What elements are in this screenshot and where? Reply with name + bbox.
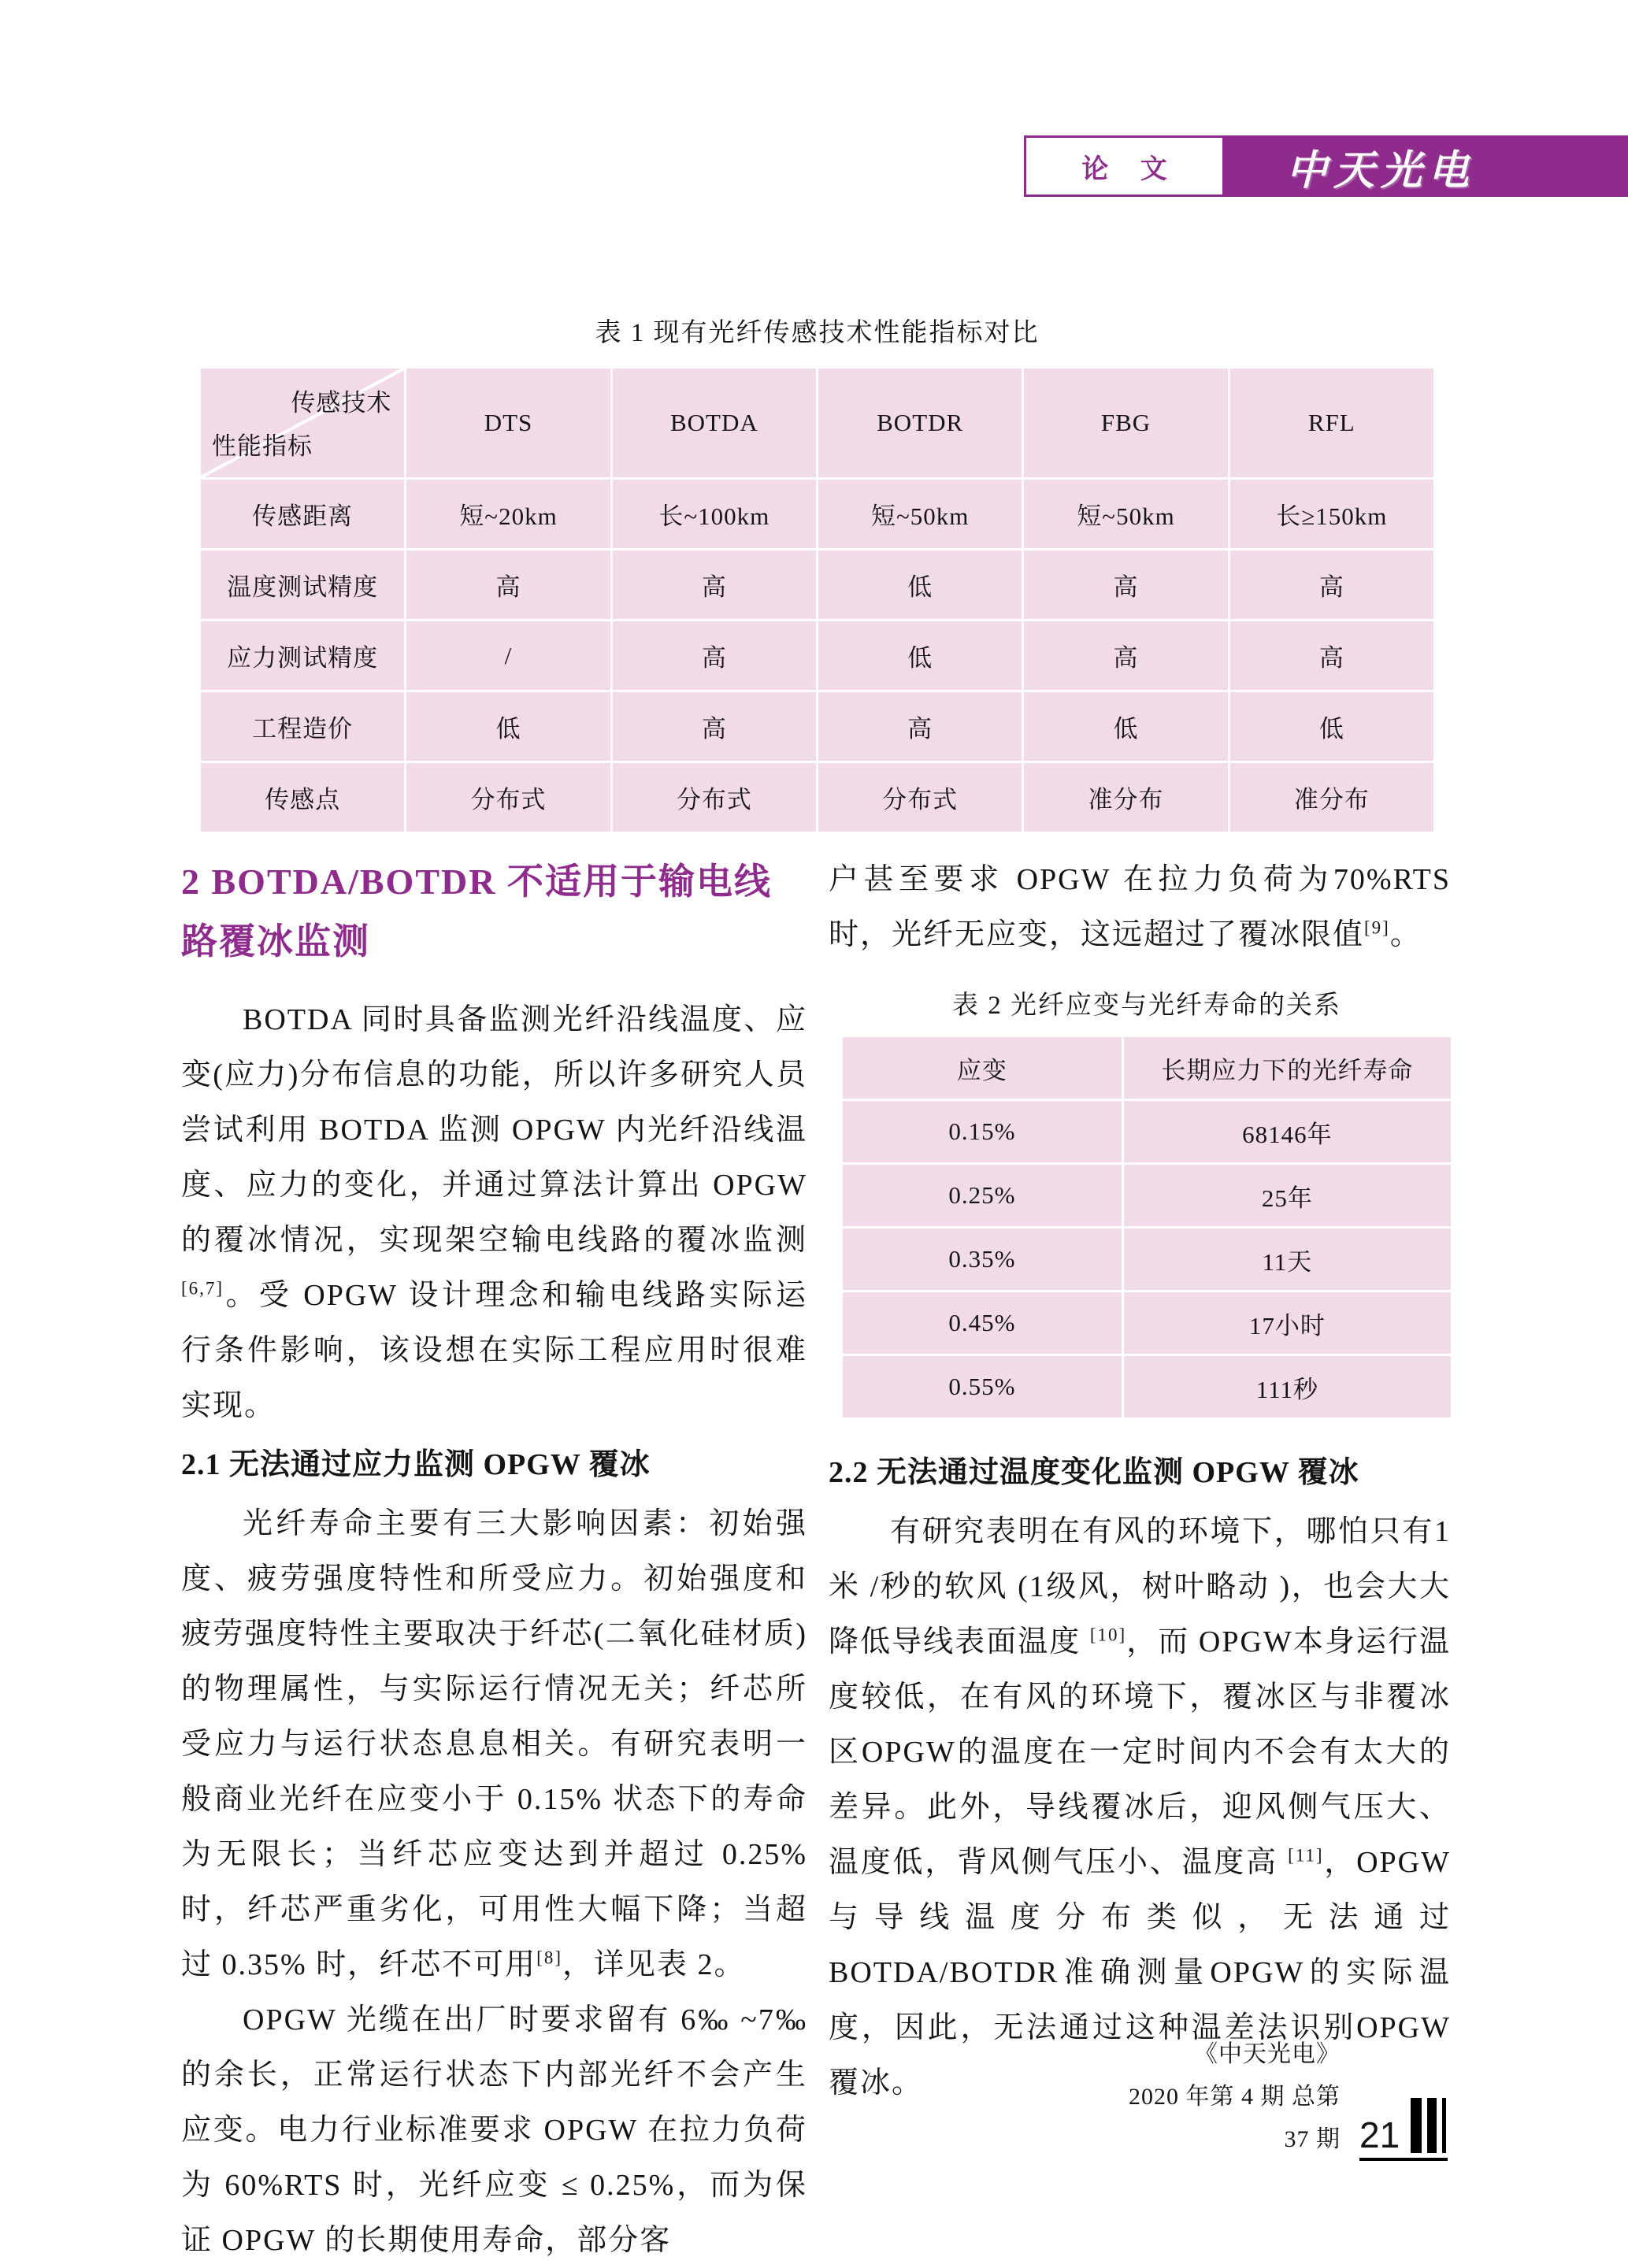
table2-col-header: 应变 — [843, 1037, 1122, 1099]
table1-cell: 低 — [406, 692, 610, 761]
footer-journal-info — [1103, 2033, 1341, 2161]
table1-cell: 高 — [406, 550, 610, 619]
table1-cell: 分布式 — [406, 763, 610, 832]
table1-row-label: 温度测试精度 — [201, 550, 404, 619]
table2-cell: 25年 — [1124, 1165, 1451, 1226]
paragraph: BOTDA 同时具备监测光纤沿线温度、应变(应力)分布信息的功能，所以许多研究人员尝试利用 BOTDA 监测 OPGW 内光纤沿线温度、应力的变化，并通过算法计算出 OPGW 的覆冰情况，实现架空输电线路的覆冰监测[6,7]。受 OPGW 设计理念和输电线路实际运行条件影响，该设想在实际工程应用时很难实现。 — [181, 1003, 807, 1422]
barcode-marks-icon — [1411, 2098, 1446, 2153]
page-footer — [1103, 2033, 1453, 2161]
table1-row-label: 传感点 — [201, 763, 404, 832]
table1-cell: 分布式 — [613, 763, 816, 832]
table1-cell: / — [406, 621, 610, 690]
section-2-heading: 2 BOTDA/BOTDR 不适用于输电线路覆冰监测 — [181, 862, 772, 962]
paper-tab-label: 论 文 — [1024, 135, 1225, 197]
paragraph: OPGW 光缆在出厂时要求留有 6‰ ~7‰的余长，正常运行状态下内部光纤不会产生应变。电力行业标准要求 OPGW 在拉力负荷为 60%RTS 时，光纤应变 ≤ 0.25%，而为保证 OPGW 的长期使用寿命，部分客 — [181, 2003, 807, 2257]
issue-info: 2020 年第 4 期 总第 37 期 — [1129, 2084, 1341, 2152]
table1-cell: 低 — [1230, 692, 1433, 761]
paragraph: 户甚至要求 OPGW 在拉力负荷为70%RTS 时，光纤无应变，这远超过了覆冰限值[9]。 — [829, 863, 1451, 951]
table1-corner-top-label: 传感技术 — [291, 389, 392, 417]
table2 — [843, 1037, 1451, 1418]
table2-cell: 0.25% — [843, 1165, 1122, 1226]
table1-cell: 低 — [818, 621, 1022, 690]
table1-cell: 高 — [613, 621, 816, 690]
left-column — [181, 852, 807, 2268]
table1-cell: 高 — [1230, 550, 1433, 619]
table1-cell: 低 — [1024, 692, 1227, 761]
section-2-1-heading: 2.1 无法通过应力监测 OPGW 覆冰 — [181, 1448, 651, 1481]
paragraph: 光纤寿命主要有三大影响因素：初始强度、疲劳强度特性和所受应力。初始强度和疲劳强度特性主要取决于纤芯(二氧化硅材质)的物理属性，与实际运行情况无关；纤芯所受应力与运行状态息息相关。有研究表明一般商业光纤在应变小于 0.15% 状态下的寿命为无限长；当纤芯应变达到并超过 0.25% 时，纤芯严重劣化，可用性大幅下降；当超过 0.35% 时，纤芯不可用[8]，详见表 2。 — [181, 1507, 807, 1981]
table2-cell: 0.45% — [843, 1292, 1122, 1354]
section-2-2-heading: 2.2 无法通过温度变化监测 OPGW 覆冰 — [829, 1456, 1359, 1489]
table2-cell: 111秒 — [1124, 1356, 1451, 1418]
journal-name: 《中天光电》 — [1194, 2041, 1341, 2067]
table1-cell: 高 — [613, 692, 816, 761]
table1-row-label: 工程造价 — [201, 692, 404, 761]
table1-cell: 准分布 — [1024, 763, 1227, 832]
table1-cell: 高 — [1230, 621, 1433, 690]
table1-cell: 短~50km — [1024, 480, 1227, 548]
table1-row-label: 传感距离 — [201, 480, 404, 548]
table1-row-label: 应力测试精度 — [201, 621, 404, 690]
table2-cell: 0.15% — [843, 1101, 1122, 1162]
page-number-block — [1359, 2098, 1448, 2161]
page-number: 21 — [1359, 2114, 1400, 2155]
table1-cell: 长≥150km — [1230, 480, 1433, 548]
paragraph: 有研究表明在有风的环境下，哪怕只有1米 /秒的软风 (1级风，树叶略动 )，也会大大降低导线表面温度 [10]，而 OPGW本身运行温度较低，在有风的环境下，覆冰区与非覆冰区OPGW的温度在一定时间内不会有太大的差异。此外，导线覆冰后，迎风侧气压大、温度低，背风侧气压小、温度高 [11]，OPGW与导线温度分布类似，无法通过 BOTDA/BOTDR准确测量OPGW的实际温度，因此，无法通过这种温差法识别OPGW覆冰。 — [829, 1515, 1451, 2099]
table1-cell: 高 — [613, 550, 816, 619]
table1 — [201, 369, 1433, 832]
table1-col-header: BOTDR — [818, 369, 1022, 477]
table1-cell: 准分布 — [1230, 763, 1433, 832]
table2-cell: 0.35% — [843, 1228, 1122, 1290]
table1-cell: 短~50km — [818, 480, 1022, 548]
header-banner — [1024, 135, 1628, 197]
table1-cell: 高 — [1024, 550, 1227, 619]
table2-cell: 17小时 — [1124, 1292, 1451, 1354]
table1-cell: 高 — [818, 692, 1022, 761]
table1-cell: 高 — [1024, 621, 1227, 690]
table2-col-header: 长期应力下的光纤寿命 — [1124, 1037, 1451, 1099]
table1-cell: 低 — [818, 550, 1022, 619]
table1-cell: 长~100km — [613, 480, 816, 548]
table1-corner-cell — [201, 369, 404, 477]
brand-logo: 中天光电 — [1286, 148, 1476, 194]
table1-corner-bottom-label: 性能指标 — [212, 432, 313, 460]
table1-col-header: BOTDA — [613, 369, 816, 477]
table1-cell: 分布式 — [818, 763, 1022, 832]
right-column — [829, 852, 1451, 2110]
table1-cell: 短~20km — [406, 480, 610, 548]
table2-cell: 11天 — [1124, 1228, 1451, 1290]
table2-title: 表 2 光纤应变与光纤寿命的关系 — [952, 991, 1341, 1020]
table2-cell: 0.55% — [843, 1356, 1122, 1418]
table1-col-header: DTS — [406, 369, 610, 477]
table1-col-header: RFL — [1230, 369, 1433, 477]
table1-col-header: FBG — [1024, 369, 1227, 477]
table1-title: 表 1 现有光纤传感技术性能指标对比 — [595, 319, 1040, 347]
table2-cell: 68146年 — [1124, 1101, 1451, 1162]
